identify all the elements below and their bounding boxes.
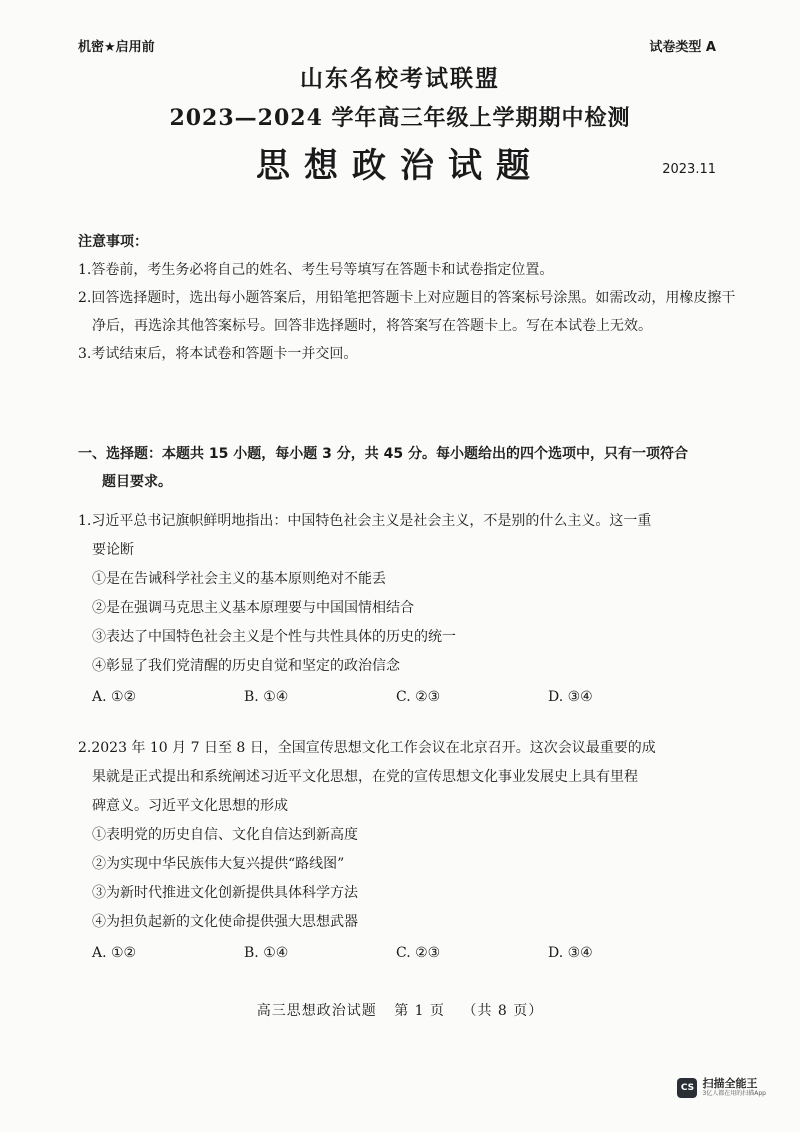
answer-choice-c: C. ②③: [396, 945, 441, 961]
question-2: [78, 734, 748, 968]
question-stem: 要论断: [92, 542, 134, 558]
notice-title: 注意事项：: [78, 234, 148, 250]
question-option: ②是在强调马克思主义基本原理要与中国国情相结合: [92, 600, 414, 616]
section-heading-line: 一、选择题：本题共 15 小题，每小题 3 分，共 45 分。每小题给出的四个选项中，只有一项符合: [78, 446, 688, 462]
page-footer: [0, 1000, 800, 1020]
notice-item: 3.考试结束后，将本试卷和答题卡一并交回。: [78, 346, 358, 362]
exam-date: 2023.11: [662, 162, 716, 177]
answer-choice-a: A. ①②: [92, 945, 137, 961]
exam-subject-title: 思想政治试题: [256, 146, 544, 186]
footer-page-total: （共 8 页）: [462, 1003, 544, 1019]
footer-page-number: 第 1 页: [394, 1003, 445, 1019]
question-stem: 1.习近平总书记旗帜鲜明地指出：中国特色社会主义是社会主义，不是别的什么主义。这一重: [78, 513, 652, 529]
section-heading-line: 题目要求。: [102, 474, 172, 490]
exam-term-title: 2023—2024 学年高三年级上学期期中检测: [169, 105, 631, 131]
question-option: ②为实现中华民族伟大复兴提供“路线图”: [92, 856, 345, 872]
question-option: ④为担负起新的文化使命提供强大思想武器: [92, 914, 358, 930]
notice-item: 1.答卷前，考生务必将自己的姓名、考生号等填写在答题卡和试卷指定位置。: [78, 262, 554, 278]
question-stem: 碑意义。习近平文化思想的形成: [92, 798, 288, 814]
question-stem: 果就是正式提出和系统阐述习近平文化思想，在党的宣传思想文化事业发展史上具有里程: [92, 769, 638, 785]
answer-choice-c: C. ②③: [396, 689, 441, 705]
question-option: ①表明党的历史自信、文化自信达到新高度: [92, 827, 358, 843]
confidential-label: 机密★启用前: [78, 40, 155, 55]
notice-section: [78, 228, 738, 368]
notice-item: 2.回答选择题时，选出每小题答案后，用铅笔把答题卡上对应题目的答案标号涂黑。如需改动，用橡皮擦干净后，再选涂其他答案标号。回答非选择题时，将答案写在答题卡上。写在本试卷上无效。: [78, 290, 736, 334]
paper-type-label: 试卷类型 A: [649, 40, 716, 55]
answer-choice-b: B. ①④: [244, 689, 289, 705]
exam-alliance-title: 山东名校考试联盟: [300, 65, 500, 92]
answer-choice-b: B. ①④: [244, 945, 289, 961]
scanner-name: 扫描全能王: [702, 1077, 758, 1090]
question-option: ①是在告诫科学社会主义的基本原则绝对不能丢: [92, 571, 386, 587]
answer-choice-d: D. ③④: [548, 945, 593, 961]
question-option: ③为新时代推进文化创新提供具体科学方法: [92, 885, 358, 901]
question-stem: 2.2023 年 10 月 7 日至 8 日，全国宣传思想文化工作会议在北京召开。这次会议最重要的成: [78, 740, 656, 756]
question-option: ③表达了中国特色社会主义是个性与共性具体的历史的统一: [92, 629, 456, 645]
answer-choices: [78, 683, 748, 712]
scanner-watermark: [677, 1078, 766, 1098]
answer-choice-d: D. ③④: [548, 689, 593, 705]
question-1: [78, 507, 748, 712]
answer-choices: [78, 939, 748, 968]
answer-choice-a: A. ①②: [92, 689, 137, 705]
question-option: ④彰显了我们党清醒的历史自觉和坚定的政治信念: [92, 658, 400, 674]
section-heading: [78, 440, 738, 496]
footer-subject: 高三思想政治试题: [256, 1003, 377, 1019]
camscanner-logo-icon: CS: [677, 1078, 697, 1098]
scanner-tagline: 3亿人都在用的扫描App: [702, 1090, 766, 1097]
